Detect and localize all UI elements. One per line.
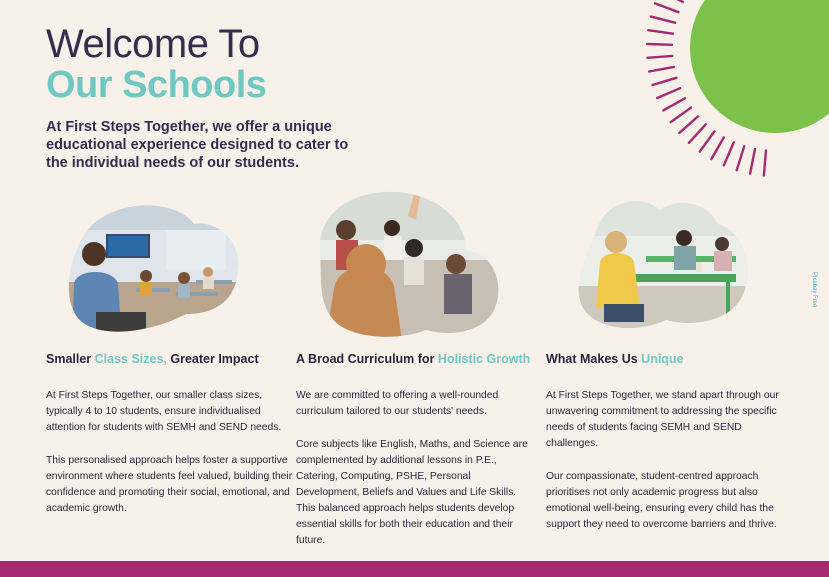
title-line-2: Our Schools	[46, 64, 267, 106]
class-sizes-heading	[46, 352, 296, 366]
sun-ray	[724, 142, 734, 165]
page-title	[46, 24, 266, 104]
heading-text: Smaller	[46, 352, 95, 366]
intro-text: At First Steps Together, we offer a unique educational experience designed to cater to the individual needs of our students.	[46, 119, 349, 171]
footer-bar	[0, 561, 829, 577]
sun-ray	[649, 67, 674, 72]
class-sizes-section	[46, 352, 296, 534]
heading-highlight: Class Sizes,	[94, 352, 167, 366]
sun-ray	[689, 124, 706, 143]
heading-text: What Makes Us	[546, 352, 642, 366]
curriculum-paragraph-2: Core subjects like English, Maths, and Science are complemented by additional lessons in P.E., Catering, Computing, PSHE, Personal Development, Beliefs and Values and Life Skills. This balanced approach helps students develop essential skills for both their education and their future.	[296, 439, 528, 546]
unique-paragraph-2: Our compassionate, student-centred approach prioritises not only academic progress but also emotional well-being, ensuring every child has the support they need to overcome barriers and thrive.	[546, 471, 777, 530]
sun-ray	[663, 98, 685, 110]
sun-ray	[651, 17, 675, 23]
photo-credit: Pixabay Free	[811, 272, 817, 308]
sun-ray	[750, 149, 755, 174]
title-line-1: Welcome To	[46, 22, 260, 66]
heading-text: A Broad Curriculum for	[296, 352, 438, 366]
sun-ray	[655, 3, 679, 12]
sun-rays-decoration	[647, 0, 786, 176]
sun-ray	[764, 151, 766, 176]
sun-ray	[653, 78, 677, 85]
students-at-desks-photo	[576, 196, 750, 334]
curriculum-heading	[296, 352, 536, 366]
sun-ray	[711, 137, 723, 159]
curriculum-paragraph-1: We are committed to offering a well-rounded curriculum tailored to our students' needs.	[296, 390, 499, 417]
sun-ray	[657, 88, 680, 98]
sun-ray	[647, 44, 672, 45]
green-circle-decoration	[690, 0, 829, 133]
heading-text: Greater Impact	[166, 352, 259, 366]
sun-ray	[700, 131, 715, 151]
sun-ray	[671, 108, 691, 122]
sun-ray	[648, 30, 673, 34]
heading-highlight: Holistic Growth	[437, 352, 531, 366]
classroom-photo	[66, 202, 244, 340]
sun-ray	[679, 116, 698, 133]
unique-paragraph-1: At First Steps Together, we stand apart through our unwavering commitment to addressing the specific needs of students facing SEMH and SEND challenges.	[546, 390, 779, 449]
heading-highlight: Unique	[641, 352, 684, 366]
class-sizes-paragraph-2: This personalised approach helps foster a supportive environment where students feel valued, building their confidence and promoting their social, emotional, and academic growth.	[46, 455, 293, 514]
students-raising-hands-photo	[316, 190, 502, 340]
unique-section	[546, 352, 786, 550]
sun-ray	[647, 56, 672, 58]
sun-ray	[737, 146, 745, 170]
class-sizes-paragraph-1: At First Steps Together, our smaller class sizes, typically 4 to 10 students, ensure individualised attention for students with SEMH and SEND needs.	[46, 390, 282, 433]
curriculum-section	[296, 352, 536, 566]
sun-ray	[661, 0, 683, 2]
unique-heading	[546, 352, 786, 366]
